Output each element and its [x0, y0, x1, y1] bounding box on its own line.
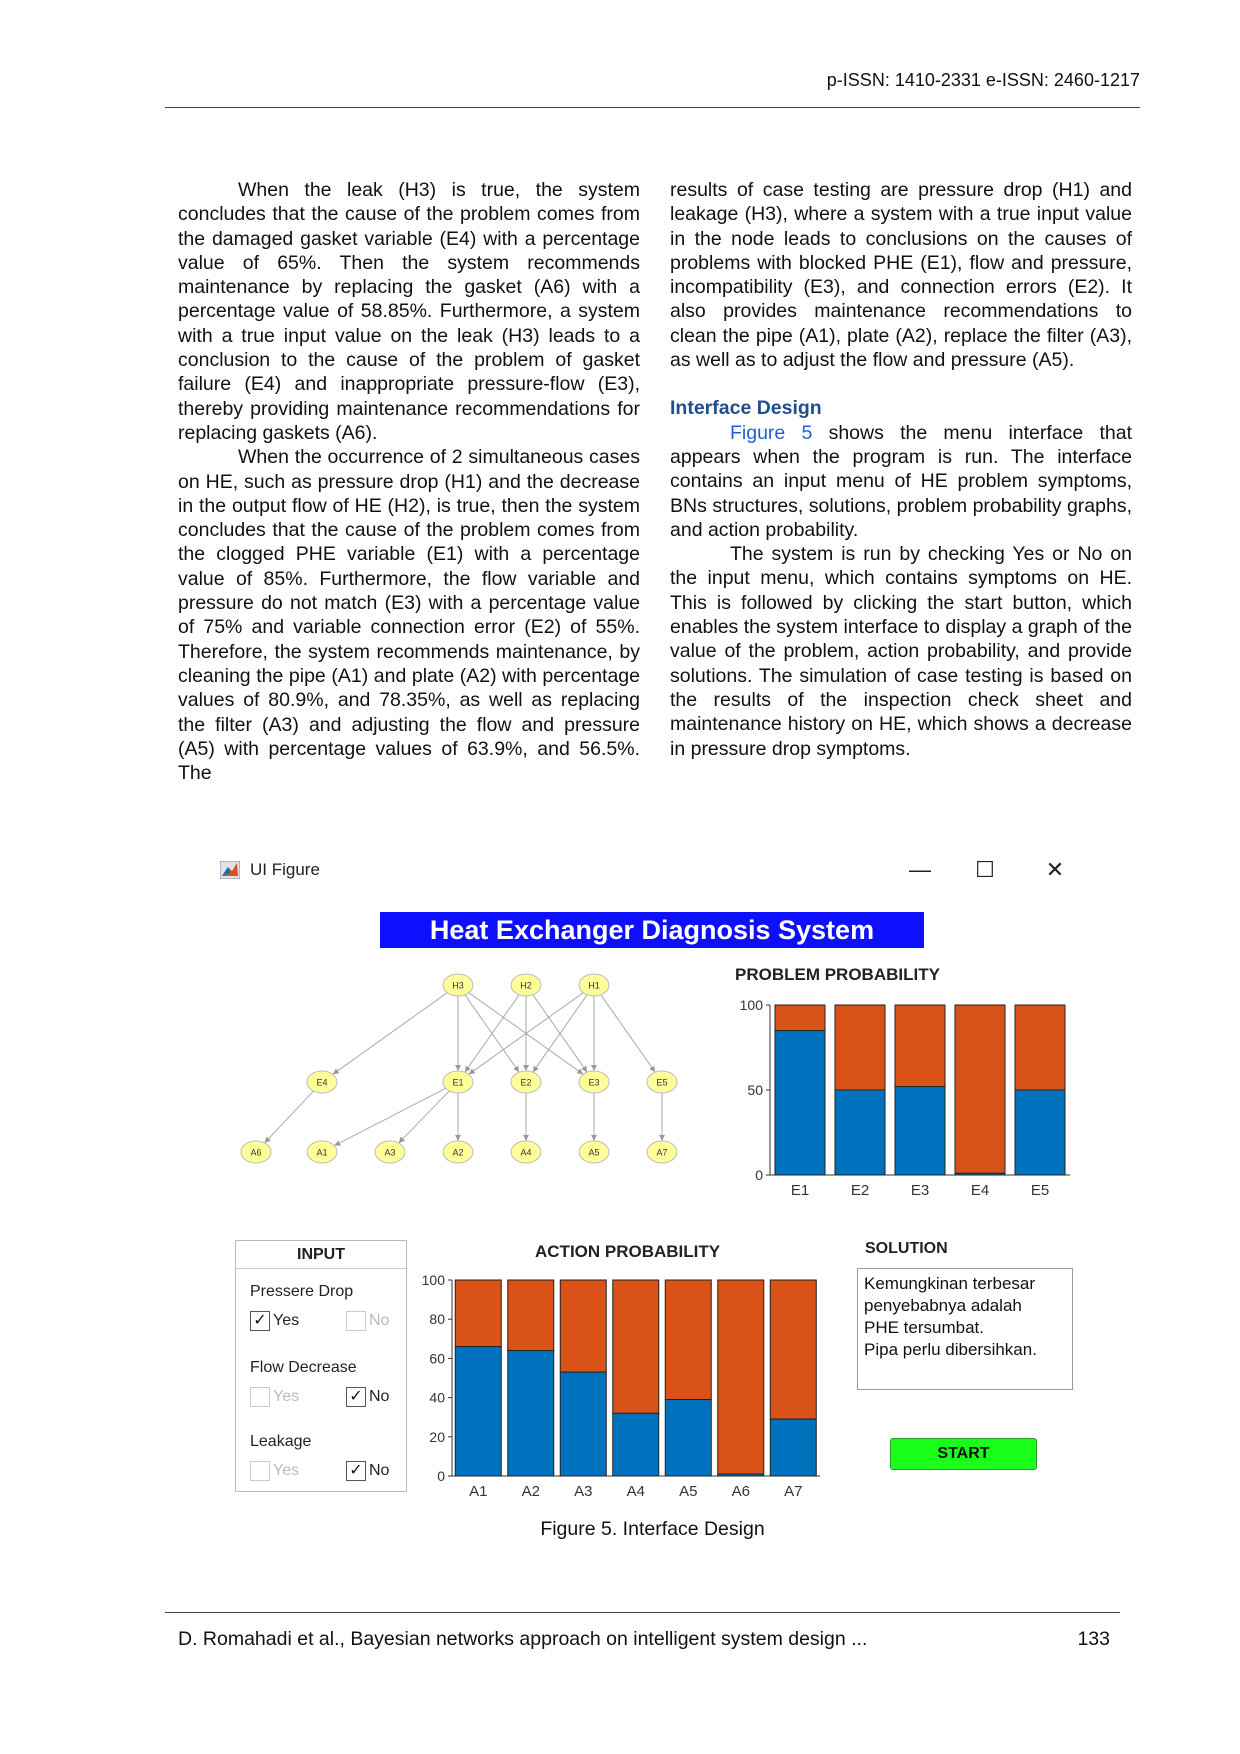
bar-a2	[508, 1351, 554, 1476]
svg-text:E2: E2	[520, 1077, 532, 1088]
leakage-label: Leakage	[250, 1433, 312, 1450]
bar-a6	[718, 1474, 764, 1476]
app-title: Heat Exchanger Diagnosis System	[380, 912, 924, 948]
window-title: UI Figure	[250, 860, 320, 879]
svg-text:A1: A1	[316, 1147, 328, 1158]
y-tick-label: 100	[421, 1272, 445, 1288]
window-titlebar	[210, 850, 1090, 890]
x-tick-label: A2	[521, 1483, 540, 1500]
bar-a1	[455, 1347, 501, 1476]
flow-decrease-label: Flow Decrease	[250, 1359, 357, 1376]
network-node-a5	[579, 1141, 609, 1163]
bar-a3	[560, 1372, 606, 1476]
bar-complement-a7	[770, 1280, 816, 1419]
left-paragraph-2: When the occurrence of 2 simultaneous cases on HE, such as pressure drop (H1) and the decrease in the output flow of HE (H2), is true, then the system concludes that the cause of the problem comes from the clogged PHE variable (E1) with a percentage value of 85%. Furthermore, the flow variable and pressure do not match (E3) with a percentage value of 75% and variable connection error (E2) of 55%. Therefore, the system recommends maintenance, by cleaning the pipe (A1) and plate (A2) with percentage values of 80.9%, and 78.35%, as well as replacing the filter (A3) and adjusting the flow and pressure (A5) with percentage values of 63.9%, and 56.5%. The	[178, 446, 640, 785]
y-tick-label: 100	[739, 997, 763, 1013]
bar-complement-e1	[775, 1005, 825, 1031]
svg-text:E3: E3	[588, 1077, 600, 1088]
bar-e2	[835, 1090, 885, 1175]
ui-figure-window	[210, 850, 1090, 1530]
bar-complement-e3	[895, 1005, 945, 1087]
action-probability-chart	[410, 1262, 835, 1502]
solution-textarea[interactable]	[857, 1268, 1073, 1390]
svg-text:E4: E4	[316, 1077, 328, 1088]
svg-text:A5: A5	[588, 1147, 600, 1158]
start-button[interactable]: START	[890, 1438, 1037, 1470]
svg-text:H1: H1	[588, 980, 600, 991]
page-number: 133	[1077, 1628, 1110, 1650]
bar-complement-a5	[665, 1280, 711, 1400]
x-tick-label: E2	[850, 1182, 870, 1199]
solution-line: Pipa perlu dibersihkan.	[864, 1340, 1037, 1359]
bar-e1	[775, 1031, 825, 1176]
section-heading: Interface Design	[670, 397, 822, 420]
network-node-a7	[647, 1141, 677, 1163]
y-tick-label: 80	[429, 1311, 445, 1328]
bar-a4	[613, 1413, 659, 1476]
header-rule	[165, 107, 1140, 108]
input-panel-title: INPUT	[236, 1241, 406, 1269]
action-chart-title: ACTION PROBABILITY	[535, 1242, 721, 1261]
minimize-button[interactable]: —	[909, 857, 931, 882]
network-node-a6	[241, 1141, 271, 1163]
flow-decrease-no-checkbox[interactable]: ✓ No	[346, 1387, 389, 1407]
bar-complement-a2	[508, 1280, 554, 1351]
x-tick-label: E3	[910, 1182, 930, 1199]
y-tick-label: 0	[755, 1167, 763, 1183]
network-edge	[399, 1091, 450, 1143]
solution-line: Kemungkinan terbesar	[864, 1274, 1036, 1293]
y-tick-label: 20	[429, 1428, 445, 1445]
input-panel	[235, 1240, 407, 1492]
network-node-e4	[307, 1071, 337, 1093]
network-node-e5	[647, 1071, 677, 1093]
journal-issn: p-ISSN: 1410-2331 e-ISSN: 2460-1217	[826, 70, 1140, 90]
svg-text:A3: A3	[384, 1147, 396, 1158]
figure-caption: Figure 5. Interface Design	[540, 1518, 765, 1540]
svg-text:A6: A6	[250, 1147, 262, 1158]
network-node-e1	[443, 1071, 473, 1093]
network-edge	[601, 995, 655, 1072]
network-node-a2	[443, 1141, 473, 1163]
left-column	[178, 178, 640, 785]
flow-decrease-yes-checkbox[interactable]: Yes	[250, 1387, 299, 1407]
bar-complement-e2	[835, 1005, 885, 1090]
svg-text:E1: E1	[452, 1077, 464, 1088]
right-column	[670, 178, 1132, 761]
leakage-no-checkbox[interactable]: ✓ No	[346, 1461, 389, 1481]
x-tick-label: A4	[626, 1483, 645, 1500]
bar-a7	[770, 1419, 816, 1476]
problem-chart-title: PROBLEM PROBABILITY	[735, 965, 940, 984]
network-node-a1	[307, 1141, 337, 1163]
solution-line: PHE tersumbat.	[864, 1318, 984, 1337]
right-paragraph-2	[670, 421, 1132, 542]
pressure-drop-label: Pressere Drop	[250, 1283, 354, 1300]
bar-a5	[665, 1400, 711, 1476]
network-node-a3	[375, 1141, 405, 1163]
matlab-icon	[220, 861, 240, 879]
solution-title: SOLUTION	[865, 1240, 948, 1257]
svg-text:A4: A4	[520, 1147, 532, 1158]
network-edge	[265, 1091, 314, 1143]
x-tick-label: A7	[784, 1483, 803, 1500]
network-edge	[333, 993, 447, 1075]
svg-text:A2: A2	[452, 1147, 464, 1158]
left-paragraph-1: When the leak (H3) is true, the system concludes that the cause of the problem comes from the damaged gasket variable (E4) with a percentage value of 65%. Then the system recommends maintenance by replacing the gasket (A6) with a percentage value of 58.85%. Furthermore, a system with a true input value on the leak (H3) leads to a conclusion to the cause of the problem of gasket failure (E4) and inappropriate pressure-flow (E3), thereby providing maintenance recommendations for replacing gaskets (A6).	[178, 179, 640, 444]
x-tick-label: A3	[574, 1483, 593, 1500]
check-icon: ✓	[346, 1461, 366, 1481]
network-node-h1	[579, 974, 609, 996]
y-tick-label: 50	[747, 1082, 763, 1098]
bar-e5	[1015, 1090, 1065, 1175]
bar-complement-a3	[560, 1280, 606, 1372]
bar-complement-e5	[1015, 1005, 1065, 1090]
network-node-e2	[511, 1071, 541, 1093]
footer-citation: D. Romahadi et al., Bayesian networks approach on intelligent system design ...	[178, 1628, 868, 1650]
check-icon: ✓	[346, 1387, 366, 1407]
svg-text:A7: A7	[656, 1147, 668, 1158]
bar-complement-e4	[955, 1005, 1005, 1173]
y-tick-label: 60	[429, 1350, 445, 1367]
network-node-h2	[511, 974, 541, 996]
x-tick-label: E4	[970, 1182, 990, 1199]
bar-e3	[895, 1087, 945, 1175]
pressure-drop-no-checkbox[interactable]: No	[346, 1311, 389, 1331]
x-tick-label: E5	[1030, 1182, 1050, 1199]
check-icon: ✓	[250, 1311, 270, 1331]
maximize-button[interactable]: ☐	[975, 857, 995, 882]
network-node-h3	[443, 974, 473, 996]
x-tick-label: A5	[679, 1483, 698, 1500]
bar-e4	[955, 1173, 1005, 1175]
right-paragraph-2-text: shows the menu interface that appears when the program is run. The interface contains an input menu of HE problem symptoms, BNs structures, solutions, problem probability graphs, and action probability.	[670, 421, 1132, 541]
bayesian-network-graph	[210, 960, 690, 1170]
network-node-a4	[511, 1141, 541, 1163]
bar-complement-a1	[455, 1280, 501, 1347]
right-paragraph-3: The system is run by checking Yes or No on the input menu, which contains symptoms on HE. This is followed by clicking the start button, which enables the system interface to display a graph of the value of the problem, action probability, and provide solutions. The simulation of case testing is based on the results of the inspection check sheet and maintenance history on HE, which shows a decrease in pressure drop symptoms.	[670, 543, 1132, 760]
right-paragraph-1: results of case testing are pressure drop (H1) and leakage (H3), where a system with a true input value in the node leads to conclusions on the causes of problems with blocked PHE (E1), flow and pressure, incompatibility (E3), and connection errors (E2). It also provides maintenance recommendations to clean the pipe (A1), plate (A2), replace the filter (A3), as well as to adjust the flow and pressure (A5).	[670, 179, 1132, 372]
solution-line: penyebabnya adalah	[864, 1296, 1022, 1315]
pressure-drop-yes-checkbox[interactable]: ✓ Yes	[250, 1311, 299, 1331]
bar-complement-a6	[718, 1280, 764, 1474]
leakage-yes-checkbox[interactable]: Yes	[250, 1461, 299, 1481]
network-node-e3	[579, 1071, 609, 1093]
svg-text:E5: E5	[656, 1077, 668, 1088]
problem-probability-chart	[730, 985, 1090, 1205]
bar-complement-a4	[613, 1280, 659, 1413]
svg-text:H2: H2	[520, 980, 532, 991]
x-tick-label: A6	[731, 1483, 750, 1500]
y-tick-label: 40	[429, 1389, 445, 1406]
x-tick-label: E1	[790, 1182, 810, 1199]
x-tick-label: A1	[469, 1483, 488, 1500]
svg-text:H3: H3	[452, 980, 464, 991]
close-button[interactable]: ✕	[1045, 857, 1065, 882]
figure-link[interactable]: Figure 5	[730, 421, 813, 444]
network-edge	[334, 1088, 445, 1145]
footer-rule	[165, 1612, 1120, 1613]
y-tick-label: 0	[437, 1468, 445, 1484]
